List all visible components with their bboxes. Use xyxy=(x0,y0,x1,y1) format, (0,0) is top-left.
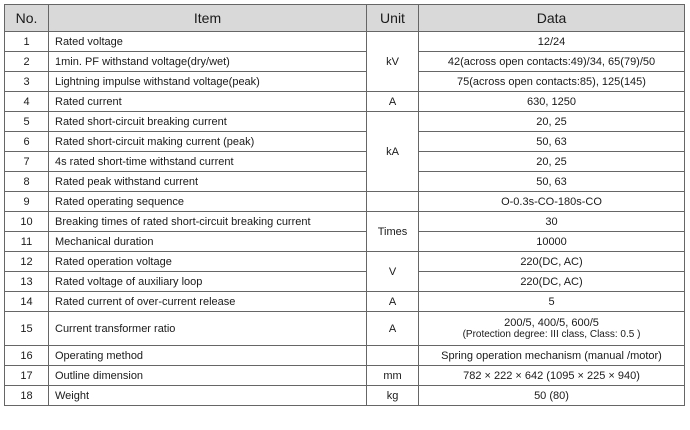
table-row xyxy=(5,272,685,292)
row-number: 4 xyxy=(5,92,49,112)
table-row xyxy=(5,132,685,152)
table-row xyxy=(5,52,685,72)
row-number: 2 xyxy=(5,52,49,72)
data-value: Spring operation mechanism (manual /motor) xyxy=(419,346,685,366)
header-item: Item xyxy=(49,5,367,32)
item-label: Rated short-circuit making current (peak) xyxy=(49,132,367,152)
table-header-row xyxy=(5,5,685,32)
data-value: 220(DC, AC) xyxy=(419,252,685,272)
specifications-table xyxy=(4,4,685,406)
item-label: Weight xyxy=(49,386,367,406)
table-row xyxy=(5,112,685,132)
row-number: 8 xyxy=(5,172,49,192)
data-value: 30 xyxy=(419,212,685,232)
row-number: 6 xyxy=(5,132,49,152)
table-row xyxy=(5,32,685,52)
item-label: Rated peak withstand current xyxy=(49,172,367,192)
row-number: 1 xyxy=(5,32,49,52)
unit-cell xyxy=(367,192,419,212)
unit-cell xyxy=(367,346,419,366)
row-number: 5 xyxy=(5,112,49,132)
item-label: Breaking times of rated short-circuit breaking current xyxy=(49,212,367,232)
row-number: 7 xyxy=(5,152,49,172)
data-value: 220(DC, AC) xyxy=(419,272,685,292)
item-label: Lightning impulse withstand voltage(peak) xyxy=(49,72,367,92)
data-value: 50, 63 xyxy=(419,172,685,192)
item-label: Rated operation voltage xyxy=(49,252,367,272)
table-row xyxy=(5,192,685,212)
row-number: 11 xyxy=(5,232,49,252)
item-label: Rated current xyxy=(49,92,367,112)
row-number: 14 xyxy=(5,292,49,312)
data-value: 782 × 222 × 642 (1095 × 225 × 940) xyxy=(419,366,685,386)
unit-cell: kV xyxy=(367,32,419,92)
table-row xyxy=(5,212,685,232)
table-row xyxy=(5,172,685,192)
item-label: 4s rated short-time withstand current xyxy=(49,152,367,172)
item-label: Rated voltage of auxiliary loop xyxy=(49,272,367,292)
table-row xyxy=(5,252,685,272)
row-number: 9 xyxy=(5,192,49,212)
item-label: Operating method xyxy=(49,346,367,366)
data-note: (Protection degree: III class, Class: 0.5 ) xyxy=(462,328,641,340)
data-value: 75(across open contacts:85), 125(145) xyxy=(419,72,685,92)
item-label: Rated operating sequence xyxy=(49,192,367,212)
data-value: 10000 xyxy=(419,232,685,252)
table-row xyxy=(5,386,685,406)
unit-cell: Times xyxy=(367,212,419,252)
row-number: 17 xyxy=(5,366,49,386)
item-label: Rated short-circuit breaking current xyxy=(49,112,367,132)
data-value: 12/24 xyxy=(419,32,685,52)
unit-cell: A xyxy=(367,92,419,112)
row-number: 16 xyxy=(5,346,49,366)
table-row xyxy=(5,366,685,386)
data-value: 50, 63 xyxy=(419,132,685,152)
table-row xyxy=(5,312,685,346)
unit-cell: mm xyxy=(367,366,419,386)
row-number: 13 xyxy=(5,272,49,292)
data-value: 50 (80) xyxy=(419,386,685,406)
header-unit: Unit xyxy=(367,5,419,32)
data-value: 5 xyxy=(419,292,685,312)
item-label: Rated voltage xyxy=(49,32,367,52)
unit-cell: A xyxy=(367,292,419,312)
item-label: Mechanical duration xyxy=(49,232,367,252)
table-row xyxy=(5,292,685,312)
table-row xyxy=(5,232,685,252)
data-value-multiline xyxy=(419,312,685,346)
table-row xyxy=(5,152,685,172)
row-number: 15 xyxy=(5,312,49,346)
unit-cell: kA xyxy=(367,112,419,192)
data-value: 42(across open contacts:49)/34, 65(79)/50 xyxy=(419,52,685,72)
row-number: 3 xyxy=(5,72,49,92)
table-row xyxy=(5,346,685,366)
table-row xyxy=(5,72,685,92)
row-number: 12 xyxy=(5,252,49,272)
item-label: Current transformer ratio xyxy=(49,312,367,346)
data-value: 20, 25 xyxy=(419,152,685,172)
table-row xyxy=(5,92,685,112)
data-value: 200/5, 400/5, 600/5 xyxy=(504,316,599,329)
item-label: 1min. PF withstand voltage(dry/wet) xyxy=(49,52,367,72)
item-label: Outline dimension xyxy=(49,366,367,386)
unit-cell: kg xyxy=(367,386,419,406)
row-number: 18 xyxy=(5,386,49,406)
unit-cell: A xyxy=(367,312,419,346)
header-data: Data xyxy=(419,5,685,32)
item-label: Rated current of over-current release xyxy=(49,292,367,312)
data-value: 630, 1250 xyxy=(419,92,685,112)
row-number: 10 xyxy=(5,212,49,232)
unit-cell: V xyxy=(367,252,419,292)
data-value: 20, 25 xyxy=(419,112,685,132)
header-no: No. xyxy=(5,5,49,32)
data-value: O-0.3s-CO-180s-CO xyxy=(419,192,685,212)
